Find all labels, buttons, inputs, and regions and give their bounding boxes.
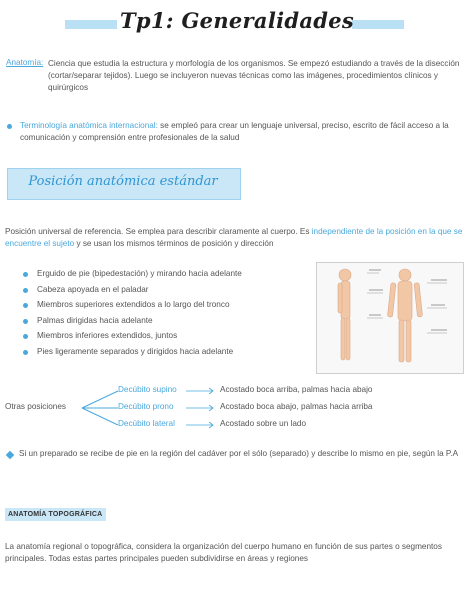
bullet-icon [23, 334, 28, 339]
bullet-icon [7, 124, 12, 129]
section-title-anatomical-position: Posición anatómica estándar [28, 174, 218, 189]
position-supine: Decúbito supino [118, 385, 177, 394]
bullet-icon [23, 319, 28, 324]
human-figure-icon [317, 263, 463, 373]
section-title-topographic-anatomy: ANATOMÍA TOPOGRÁFICA [5, 508, 106, 521]
diamond-bullet-icon [6, 451, 14, 459]
arrow-right-icon [186, 404, 216, 412]
anatomy-keyword: Anatomía: [6, 58, 44, 67]
arrow-right-icon [186, 421, 216, 429]
terminology-highlight: Terminología anatómica internacional: [20, 121, 158, 130]
position-prone-desc: Acostado boca abajo, palmas hacia arriba [220, 402, 373, 411]
list-item-text: Miembros inferiores extendidos, juntos [37, 331, 178, 340]
list-item [23, 328, 303, 344]
list-item-text: Pies ligeramente separados y dirigidos hacia adelante [37, 346, 234, 356]
list-item [23, 313, 303, 329]
position-lateral: Decúbito lateral [118, 419, 175, 428]
position-paragraph [5, 226, 467, 250]
branch-arrows-icon [80, 388, 120, 428]
list-item-text: Miembros superiores extendidos a lo largo del tronco [37, 300, 230, 309]
list-item-text: Cabeza apoyada en el paladar [37, 284, 149, 294]
position-prone: Decúbito prono [118, 402, 174, 411]
note-paragraph: Si un preparado se recibe de pie en la región del cadáver por el sólo (separado) y describe lo mismo en pie, según la P.A [19, 449, 459, 458]
arrow-right-icon [186, 387, 216, 395]
anatomy-definition: Ciencia que estudia la estructura y morfología de los organismos. Se empezó estudiando a través de la disección (cortar/separar tejidos). Luego se incluyeron nuevas técnicas como las imágenes, procedimientos clínicos y quirúrgicos [48, 59, 460, 93]
terminology-paragraph [20, 120, 468, 144]
position-text-2: y se usan los mismos términos de posición y dirección [74, 239, 274, 249]
page-title: Tp1: Generalidades [119, 8, 355, 33]
topographic-paragraph: La anatomía regional o topográfica, considera la organización del cuerpo humano en función de sus partes o segmentos principales. Todas estas partes principales pueden subdividirse en áreas y regiones [5, 542, 442, 564]
list-item-text: Erguido de pie (bipedestación) y mirando hacia adelante [37, 269, 242, 278]
other-positions-label: Otras posiciones [5, 402, 66, 411]
position-lateral-desc: Acostado sobre un lado [220, 419, 307, 428]
bullet-icon [23, 288, 28, 293]
position-highlight: independiente de la posición en la que se encuentre el sujeto [5, 227, 463, 249]
list-item [23, 266, 303, 282]
terminology-text: se empleó para crear un lenguaje universal, preciso, escrito de fácil acceso a la comunicación y comprensión entre profesionales de la salud [20, 121, 449, 143]
bullet-icon [23, 350, 28, 355]
position-supine-desc: Acostado boca arriba, palmas hacia abajo [220, 385, 373, 394]
anatomical-position-illustration [316, 262, 464, 374]
bullet-icon [23, 303, 28, 308]
list-item [23, 282, 303, 298]
list-item-text: Palmas dirigidas hacia adelante [37, 315, 153, 325]
bullet-icon [23, 272, 28, 277]
list-item [23, 297, 303, 313]
position-list [23, 266, 303, 359]
position-text-1: Posición universal de referencia. Se emplea para describir claramente al cuerpo. Es [5, 227, 312, 236]
list-item [23, 344, 303, 360]
